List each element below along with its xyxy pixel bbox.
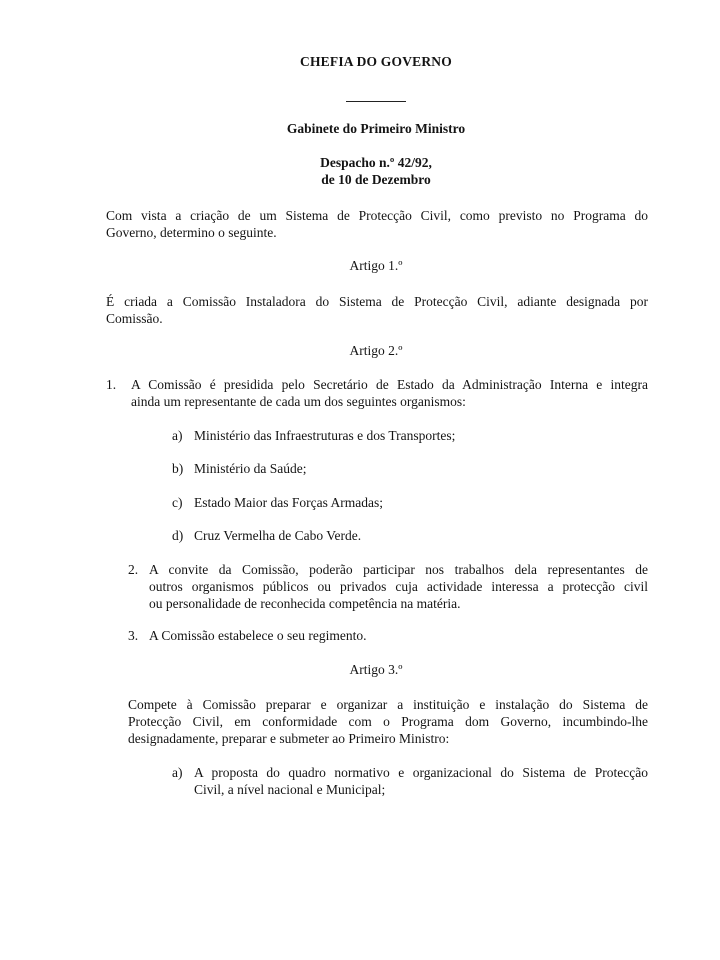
article-3-line: designadamente, preparar e submeter ao Primeiro Ministro: [128, 731, 450, 746]
item-line: ou personalidade de reconhecida competência na matéria. [149, 596, 461, 611]
subitem-letter: a) [172, 765, 183, 780]
item-number: 1. [106, 377, 117, 392]
article-2-heading: Artigo 2.º [349, 343, 403, 358]
intro-paragraph [106, 207, 648, 241]
subitem-text: Estado Maior das Forças Armadas; [194, 495, 383, 510]
intro-line: Com vista a criação de um Sistema de Protecção Civil, como previsto no Programa do [106, 208, 648, 223]
document-subtitle: Gabinete do Primeiro Ministro [286, 121, 466, 136]
article-1-line: É criada a Comissão Instaladora do Sistema de Protecção Civil, adiante designada por [106, 294, 648, 309]
item-number: 3. [128, 628, 139, 643]
item-line: A Comissão é presidida pelo Secretário de Estado da Administração Interna e integra [131, 377, 648, 392]
article-1-paragraph [106, 293, 648, 327]
subitem-line: A proposta do quadro normativo e organizacional do Sistema de Protecção [194, 765, 648, 780]
subitem-letter: b) [172, 461, 184, 476]
subitem-letter: a) [172, 428, 183, 443]
document-title: CHEFIA DO GOVERNO [300, 54, 452, 69]
article-1-heading: Artigo 1.º [349, 258, 403, 273]
item-line: outros organismos públicos ou privados cuja actividade interessa a protecção civil [149, 579, 648, 594]
article-3-line: Protecção Civil, em conformidade com o Programa dom Governo, incumbindo-lhe [128, 714, 648, 729]
item-line: A convite da Comissão, poderão participar nos trabalhos dela representantes de [149, 562, 648, 577]
article-3-subitem-a [172, 764, 648, 800]
despacho-date: de 10 de Dezembro [321, 172, 431, 187]
subitem-text: Ministério da Saúde; [194, 461, 307, 476]
item-line: A Comissão estabelece o seu regimento. [149, 628, 367, 643]
article-3-line: Compete à Comissão preparar e organizar a instituição e instalação do Sistema de [128, 697, 648, 712]
intro-line: Governo, determino o seguinte. [106, 225, 277, 240]
article-2-item-1 [106, 376, 648, 412]
article-1-line: Comissão. [106, 311, 163, 326]
article-2-item-2 [128, 561, 648, 613]
subitem-text: Ministério das Infraestruturas e dos Transportes; [194, 428, 456, 443]
title-divider [346, 101, 406, 102]
item-number: 2. [128, 562, 139, 577]
article-3-heading: Artigo 3.º [349, 662, 403, 677]
subitem-line: Civil, a nível nacional e Municipal; [194, 782, 386, 797]
article-3-paragraph [128, 696, 648, 747]
despacho-number: Despacho n.º 42/92, [320, 155, 432, 170]
subitem-text: Cruz Vermelha de Cabo Verde. [194, 528, 362, 543]
item-line: ainda um representante de cada um dos seguintes organismos: [131, 394, 466, 409]
subitem-letter: c) [172, 495, 183, 510]
subitem-letter: d) [172, 528, 184, 543]
